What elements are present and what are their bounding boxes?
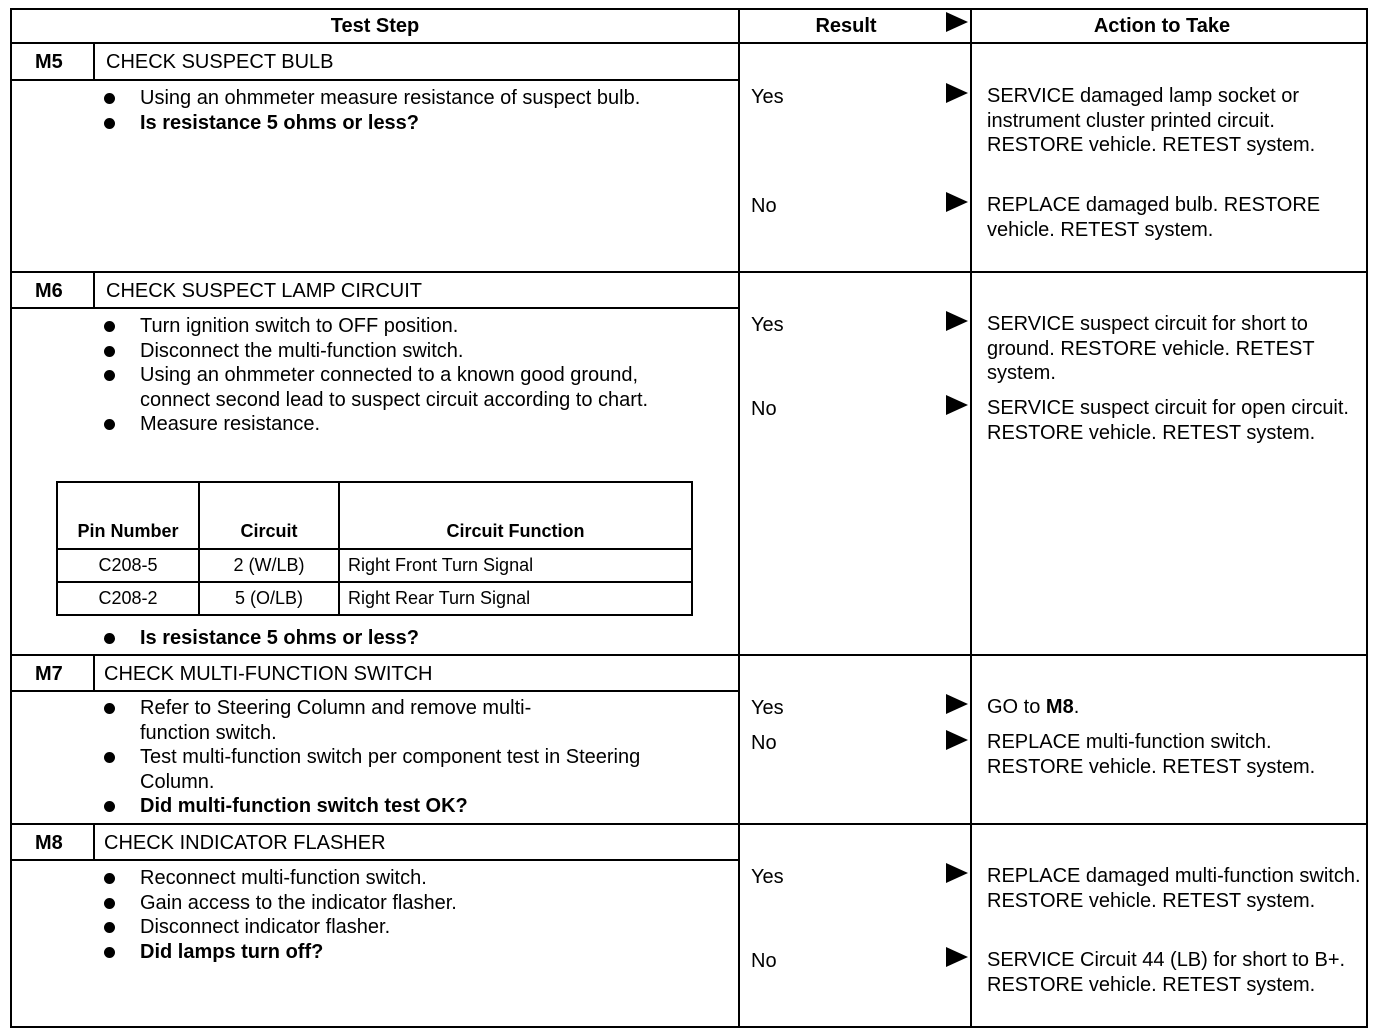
result-arrow-icon	[946, 192, 968, 212]
step-title-m6: CHECK SUSPECT LAMP CIRCUIT	[106, 280, 422, 302]
action-text: REPLACE damaged bulb. RESTORE vehicle. RETEST system.	[987, 194, 1321, 241]
bullet-item: Disconnect indicator flasher.	[100, 915, 680, 940]
table-cell: C208-5	[57, 549, 199, 582]
table-action-divider	[970, 8, 972, 1028]
m7-title-rule	[10, 690, 740, 692]
result-yes: Yes	[751, 866, 784, 888]
result-arrow-icon	[946, 863, 968, 883]
table-header-row	[57, 482, 692, 549]
m7-bottom-rule	[10, 823, 1368, 825]
m5-id-divider	[93, 42, 95, 81]
m5-title-rule	[10, 79, 740, 81]
m5-bottom-rule	[10, 271, 1368, 273]
header-test-step: Test Step	[330, 14, 420, 37]
result-arrow-icon	[946, 694, 968, 714]
m8-id-divider	[93, 823, 95, 861]
action-text: REPLACE multi-function switch. RESTORE vehicle. RETEST system.	[987, 731, 1316, 778]
action-step-link: M8	[1045, 696, 1074, 718]
result-no: No	[751, 398, 777, 420]
pin-circuit-table	[56, 481, 693, 616]
result-no: No	[751, 732, 777, 754]
step-bullets-m5	[100, 86, 700, 135]
col-pin-number: Pin Number	[57, 482, 199, 549]
col-circuit: Circuit	[199, 482, 339, 549]
step-question: Is resistance 5 ohms or less?	[100, 626, 700, 651]
bullet-item: Using an ohmmeter connected to a known good ground, connect second lead to suspect circuit according to chart.	[100, 363, 680, 412]
step-title-m7: CHECK MULTI-FUNCTION SWITCH	[104, 663, 433, 685]
result-arrow-icon	[946, 83, 968, 103]
m8-title-rule	[10, 859, 740, 861]
result-arrow-icon	[946, 311, 968, 331]
action-text: REPLACE damaged multi-function switch. RESTORE vehicle. RETEST system.	[987, 865, 1361, 912]
bullet-item: Reconnect multi-function switch.	[100, 866, 680, 891]
step-title-m8: CHECK INDICATOR FLASHER	[104, 832, 386, 854]
action-text: SERVICE Circuit 44 (LB) for short to B+. RESTORE vehicle. RETEST system.	[987, 949, 1346, 996]
action-text: SERVICE suspect circuit for open circuit. RESTORE vehicle. RETEST system.	[987, 397, 1349, 444]
step-bullets-m7	[100, 696, 680, 819]
result-arrow-icon	[946, 730, 968, 750]
table-cell: Right Front Turn Signal	[339, 549, 692, 582]
table-row	[57, 549, 692, 582]
bullet-item: Test multi-function switch per component test in Steering Column.	[100, 745, 680, 794]
m7-id-divider	[93, 654, 95, 692]
table-cell: 5 (O/LB)	[199, 582, 339, 615]
col-circuit-function: Circuit Function	[339, 482, 692, 549]
table-row	[57, 582, 692, 615]
header-result: Result	[815, 14, 877, 37]
step-question: Did multi-function switch test OK?	[100, 794, 680, 819]
table-result-divider	[738, 8, 740, 1028]
step-id-m5: M5	[35, 51, 63, 73]
table-left-border	[10, 8, 12, 1028]
step-id-m7: M7	[35, 663, 63, 685]
table-cell: Right Rear Turn Signal	[339, 582, 692, 615]
step-title-m5: CHECK SUSPECT BULB	[106, 51, 334, 73]
table-bottom-border	[10, 1026, 1368, 1028]
bullet-item: Disconnect the multi-function switch.	[100, 339, 680, 364]
bullet-item: Gain access to the indicator flasher.	[100, 891, 680, 916]
result-no: No	[751, 195, 777, 217]
result-no: No	[751, 950, 777, 972]
step-bullets-m6	[100, 314, 680, 437]
action-text-pre: GO to	[987, 696, 1046, 718]
bullet-item: Refer to Steering Column and remove multi-function switch.	[100, 696, 560, 745]
step-question-list-m6	[100, 626, 700, 651]
m6-id-divider	[93, 271, 95, 309]
result-yes: Yes	[751, 697, 784, 719]
result-yes: Yes	[751, 86, 784, 108]
result-arrow-icon	[946, 395, 968, 415]
bullet-item: Measure resistance.	[100, 412, 680, 437]
m6-title-rule	[10, 307, 740, 309]
action-text: SERVICE damaged lamp socket or instrument cluster printed circuit. RESTORE vehicle. RETEST system.	[987, 85, 1316, 156]
m6-bottom-rule	[10, 654, 1368, 656]
result-yes: Yes	[751, 314, 784, 336]
bullet-item: Turn ignition switch to OFF position.	[100, 314, 680, 339]
header-arrow-icon	[946, 12, 968, 32]
step-bullets-m8	[100, 866, 680, 964]
action-text-post: .	[1073, 696, 1080, 718]
step-question: Did lamps turn off?	[100, 940, 680, 965]
step-question: Is resistance 5 ohms or less?	[100, 111, 700, 136]
table-cell: C208-2	[57, 582, 199, 615]
step-id-m8: M8	[35, 832, 63, 854]
table-cell: 2 (W/LB)	[199, 549, 339, 582]
action-text: SERVICE suspect circuit for short to ground. RESTORE vehicle. RETEST system.	[987, 313, 1315, 384]
header-bottom-rule	[10, 42, 1368, 44]
action-text	[987, 695, 1367, 720]
result-arrow-icon	[946, 947, 968, 967]
header-action: Action to Take	[1093, 14, 1231, 37]
bullet-item: Using an ohmmeter measure resistance of suspect bulb.	[100, 86, 700, 111]
step-id-m6: M6	[35, 280, 63, 302]
